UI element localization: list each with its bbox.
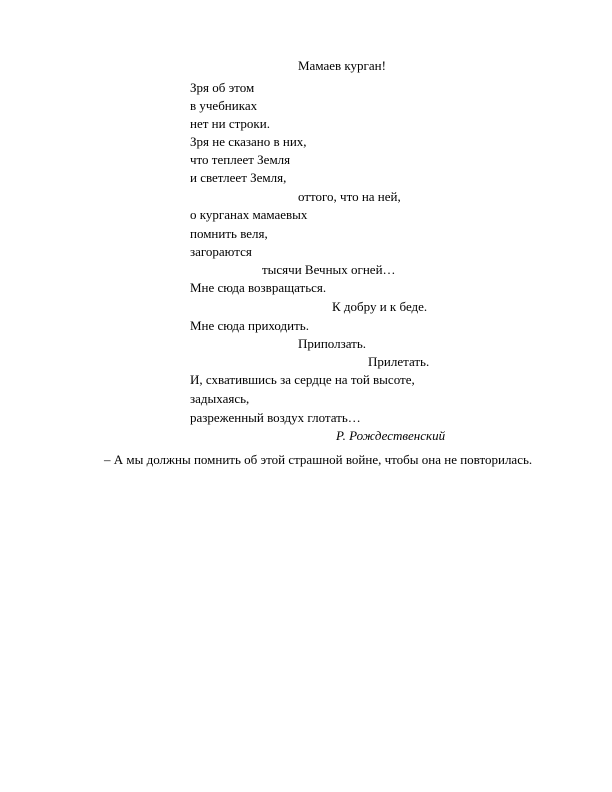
poem-line: Мне сюда возвращаться.	[190, 280, 327, 295]
poem-line: К добру и к беде.	[332, 299, 428, 314]
poem-line: помнить веля,	[190, 226, 268, 241]
prose-paragraph: – А мы должны помнить об этой страшной войне, чтобы она не повторилась.	[104, 452, 533, 467]
poem-line: загораются	[190, 244, 252, 259]
poem-line: что теплеет Земля	[190, 152, 291, 167]
poem-line: Приползать.	[298, 336, 367, 351]
poem-line: в учебниках	[190, 98, 258, 113]
poem-line: Зря не сказано в них,	[190, 134, 307, 149]
poem-line: о курганах мамаевых	[190, 207, 308, 222]
poem-line: Зря об этом	[190, 80, 255, 95]
poem-line: И, схватившись за сердце на той высоте,	[190, 372, 415, 387]
poem-line: задыхаясь,	[190, 391, 250, 406]
poem-line: нет ни строки.	[190, 116, 270, 131]
poem-line: Прилетать.	[368, 354, 430, 369]
poem-line: Мне сюда приходить.	[190, 318, 309, 333]
poem-line: разреженный воздух глотать…	[190, 410, 361, 425]
poem-author: Р. Рождественский	[336, 428, 446, 443]
poem-line: тысячи Вечных огней…	[262, 262, 396, 277]
poem-line: и светлеет Земля,	[190, 170, 287, 185]
poem-line: оттого, что на ней,	[298, 189, 401, 204]
poem-title: Мамаев курган!	[298, 58, 386, 73]
